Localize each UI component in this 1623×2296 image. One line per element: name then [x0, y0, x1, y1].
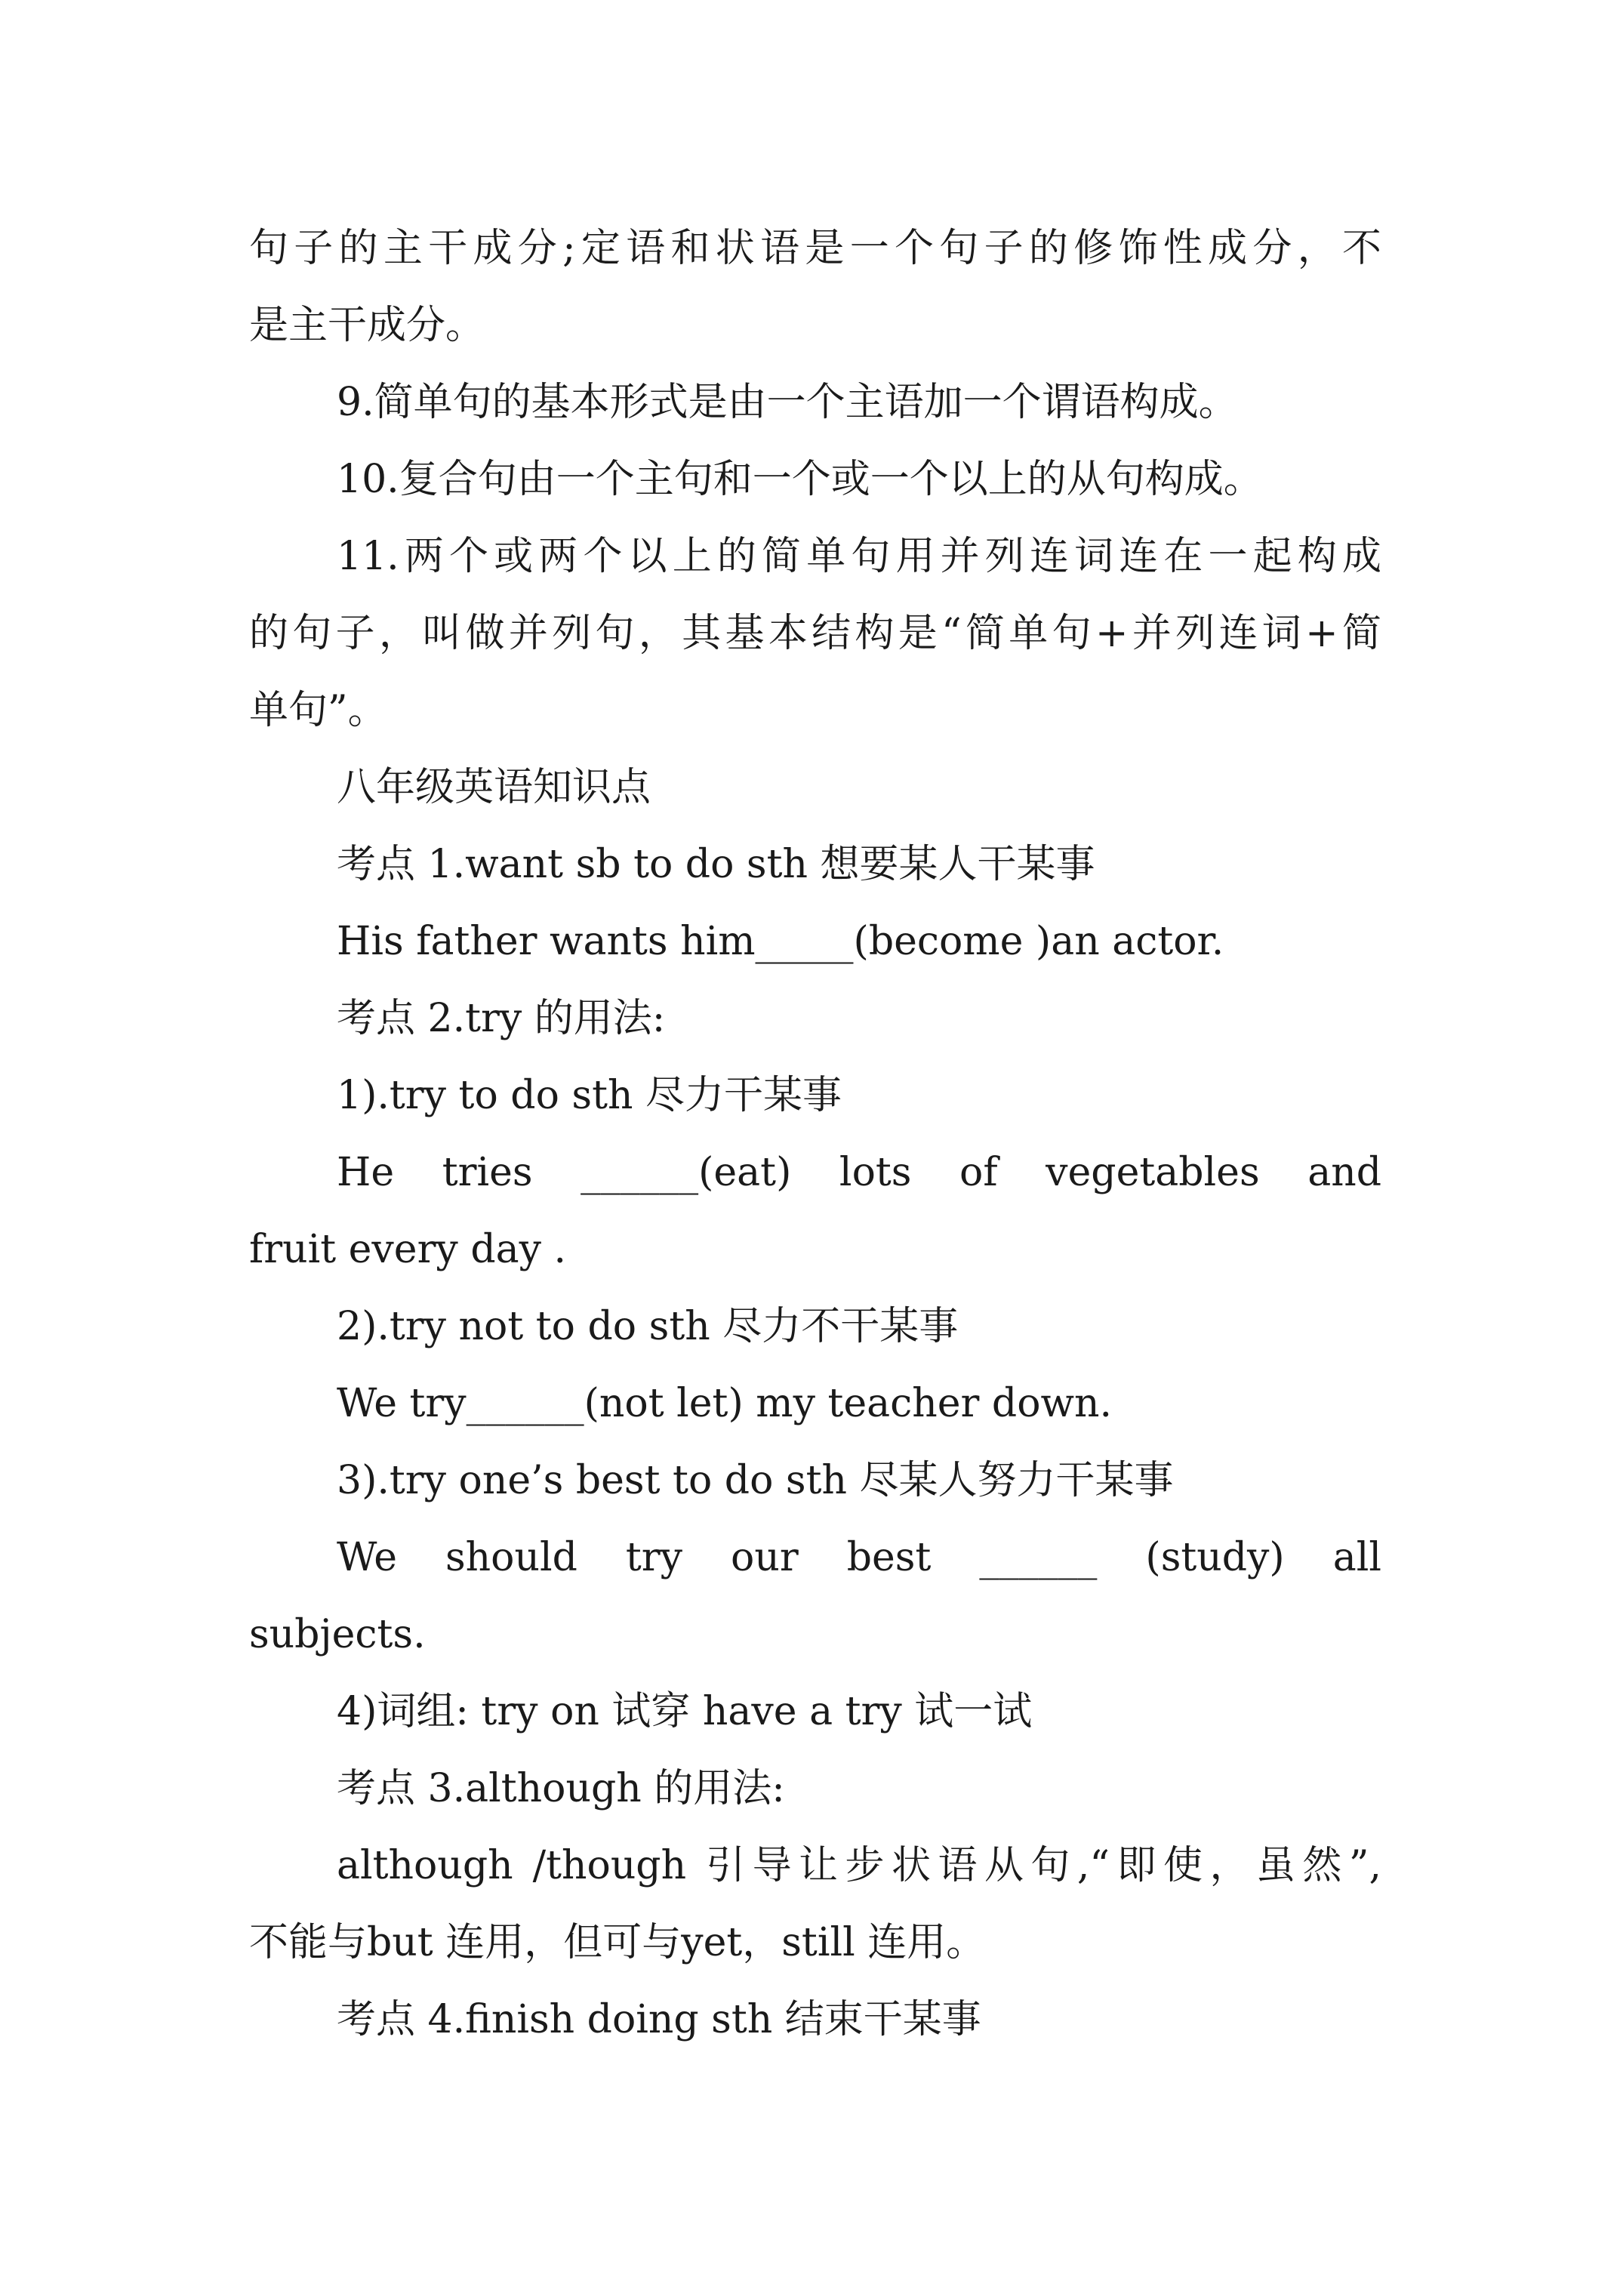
text-line: subjects. [249, 1612, 426, 1657]
text-line: We should try our best ______ (study) all [337, 1535, 1381, 1580]
text-line: fruit every day . [249, 1227, 567, 1272]
text-line: 11.两个或两个以上的简单句用并列连词连在一起构成 [337, 534, 1381, 579]
text-line: 10.复合句由一个主句和一个或一个以上的从句构成。 [337, 457, 1263, 502]
text-line: 考点 3.although 的用法: [337, 1766, 785, 1811]
section-heading: 八年级英语知识点 [337, 765, 651, 810]
text-line: 是主干成分。 [249, 303, 485, 348]
text-line: 9.简单句的基本形式是由一个主语加一个谓语构成。 [337, 380, 1238, 425]
text-line: 句子的主干成分;定语和状语是一个句子的修饰性成分，不 [249, 226, 1381, 271]
text-line: 1).try to do sth 尽力干某事 [337, 1073, 842, 1118]
text-line: 3).try one’s best to do sth 尽某人努力干某事 [337, 1458, 1174, 1503]
text-line: His father wants him_____(become )an actor. [337, 919, 1224, 964]
text-line: 4)词组: try on 试穿 have a try 试一试 [337, 1689, 1033, 1734]
document-body [249, 210, 1381, 2058]
text-line: 的句子，叫做并列句，其基本结构是“简单句+并列连词+简 [249, 611, 1381, 656]
text-line: 考点 4.finish doing sth 结束干某事 [337, 1997, 981, 2042]
text-line: although /though 引导让步状语从句,“即使，虽然”, [337, 1843, 1381, 1888]
text-line: 考点 2.try 的用法: [337, 996, 666, 1041]
text-line: We try______(not let) my teacher down. [337, 1381, 1113, 1426]
text-line: 2).try not to do sth 尽力不干某事 [337, 1304, 959, 1349]
text-line: He tries ______(eat) lots of vegetables and [337, 1150, 1381, 1195]
text-line: 考点 1.want sb to do sth 想要某人干某事 [337, 842, 1095, 887]
text-line: 不能与but 连用，但可与yet，still 连用。 [249, 1920, 986, 1965]
text-line: 单句”。 [249, 688, 387, 733]
